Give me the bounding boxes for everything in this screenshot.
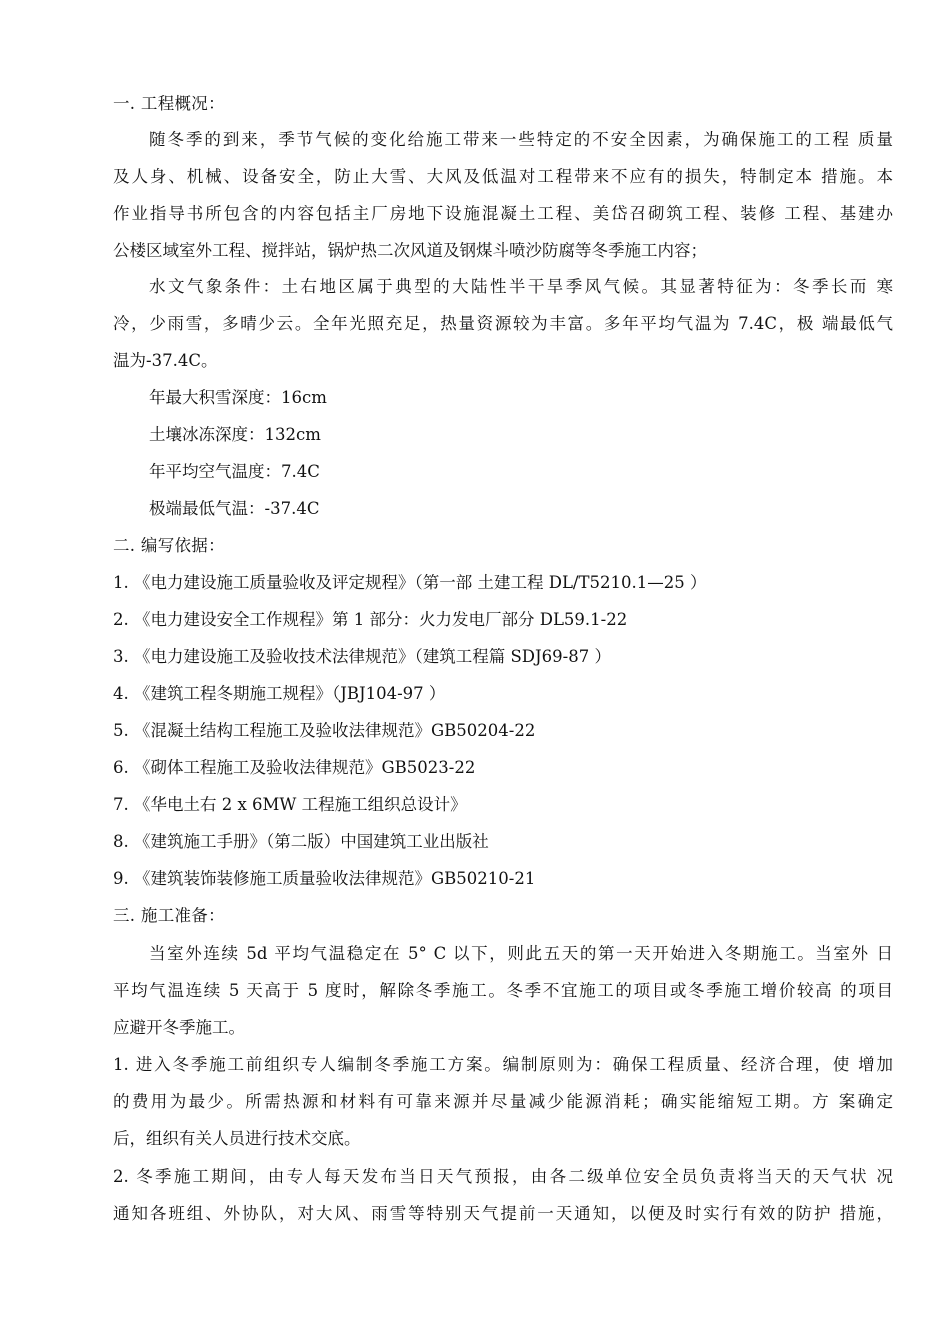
- section-1-heading: 一. 工程概况：: [113, 94, 225, 113]
- paragraph-line: 通知各班组、外协队，对大风、雨雪等特别天气提前一天通知，以便及时实行有效的防护 措施，: [113, 1204, 893, 1223]
- reference-item: 7. 《华电土右 2 x 6MW 工程施工组织总设计》: [113, 795, 467, 814]
- paragraph-line: 作业指导书所包含的内容包括主厂房地下设施混凝土工程、美岱召砌筑工程、装修 工程、基建办: [113, 204, 893, 223]
- paragraph-line: 1. 进入冬季施工前组织专人编制冬季施工方案。编制原则为：确保工程质量、经济合理，使 增加: [113, 1055, 893, 1074]
- section-3-heading: 三. 施工准备：: [113, 906, 225, 925]
- reference-item: 9. 《建筑装饰装修施工质量验收法律规范》GB50210-21: [113, 869, 536, 888]
- snow-depth: 年最大积雪深度：16cm: [149, 388, 327, 407]
- reference-item: 1. 《电力建设施工质量验收及评定规程》（第一部 土建工程 DL/T5210.1—25 ）: [113, 573, 707, 592]
- reference-item: 8. 《建筑施工手册》（第二版）中国建筑工业出版社: [113, 832, 489, 851]
- paragraph-line: 应避开冬季施工。: [113, 1018, 245, 1037]
- paragraph-line: 及人身、机械、设备安全，防止大雪、大风及低温对工程带来不应有的损失，特制定本 措施。本: [113, 167, 893, 186]
- reference-item: 4. 《建筑工程冬期施工规程》（JBJ104-97 ）: [113, 684, 446, 703]
- paragraph-line: 后，组织有关人员进行技术交底。: [113, 1129, 361, 1148]
- paragraph-line: 2. 冬季施工期间，由专人每天发布当日天气预报，由各二级单位安全员负责将当天的天气状 况: [113, 1167, 893, 1186]
- paragraph-line: 公楼区域室外工程、搅拌站，锅炉热二次风道及钢煤斗喷沙防腐等冬季施工内容；: [113, 241, 707, 260]
- paragraph-line: 温为-37.4C。: [113, 351, 218, 370]
- section-2-heading: 二. 编写依据：: [113, 536, 225, 555]
- paragraph-line: 随冬季的到来，季节气候的变化给施工带来一些特定的不安全因素，为确保施工的工程 质量: [149, 130, 893, 149]
- paragraph-line: 水文气象条件：土右地区属于典型的大陆性半干旱季风气候。其显著特征为：冬季长而 寒: [149, 277, 893, 296]
- paragraph-line: 的费用为最少。所需热源和材料有可靠来源并尽量减少能源消耗；确实能缩短工期。方 案确定: [113, 1092, 893, 1111]
- minimum-temperature: 极端最低气温：-37.4C: [149, 499, 320, 518]
- reference-item: 2. 《电力建设安全工作规程》第 1 部分：火力发电厂部分 DL59.1-22: [113, 610, 628, 629]
- paragraph-line: 平均气温连续 5 天高于 5 度时，解除冬季施工。冬季不宜施工的项目或冬季施工增价较高 的项目: [113, 981, 893, 1000]
- paragraph-line: 冷，少雨雪，多晴少云。全年光照充足，热量资源较为丰富。多年平均气温为 7.4C，极 端最低气: [113, 314, 893, 333]
- reference-item: 3. 《电力建设施工及验收技术法律规范》（建筑工程篇 SDJ69-87 ）: [113, 647, 611, 666]
- average-temperature: 年平均空气温度：7.4C: [149, 462, 320, 481]
- reference-item: 6. 《砌体工程施工及验收法律规范》GB5023-22: [113, 758, 476, 777]
- paragraph-line: 当室外连续 5d 平均气温稳定在 5° C 以下，则此五天的第一天开始进入冬期施工。当室外 日: [149, 944, 893, 963]
- frost-depth: 土壤冰冻深度：132cm: [149, 425, 321, 444]
- reference-item: 5. 《混凝土结构工程施工及验收法律规范》GB50204-22: [113, 721, 536, 740]
